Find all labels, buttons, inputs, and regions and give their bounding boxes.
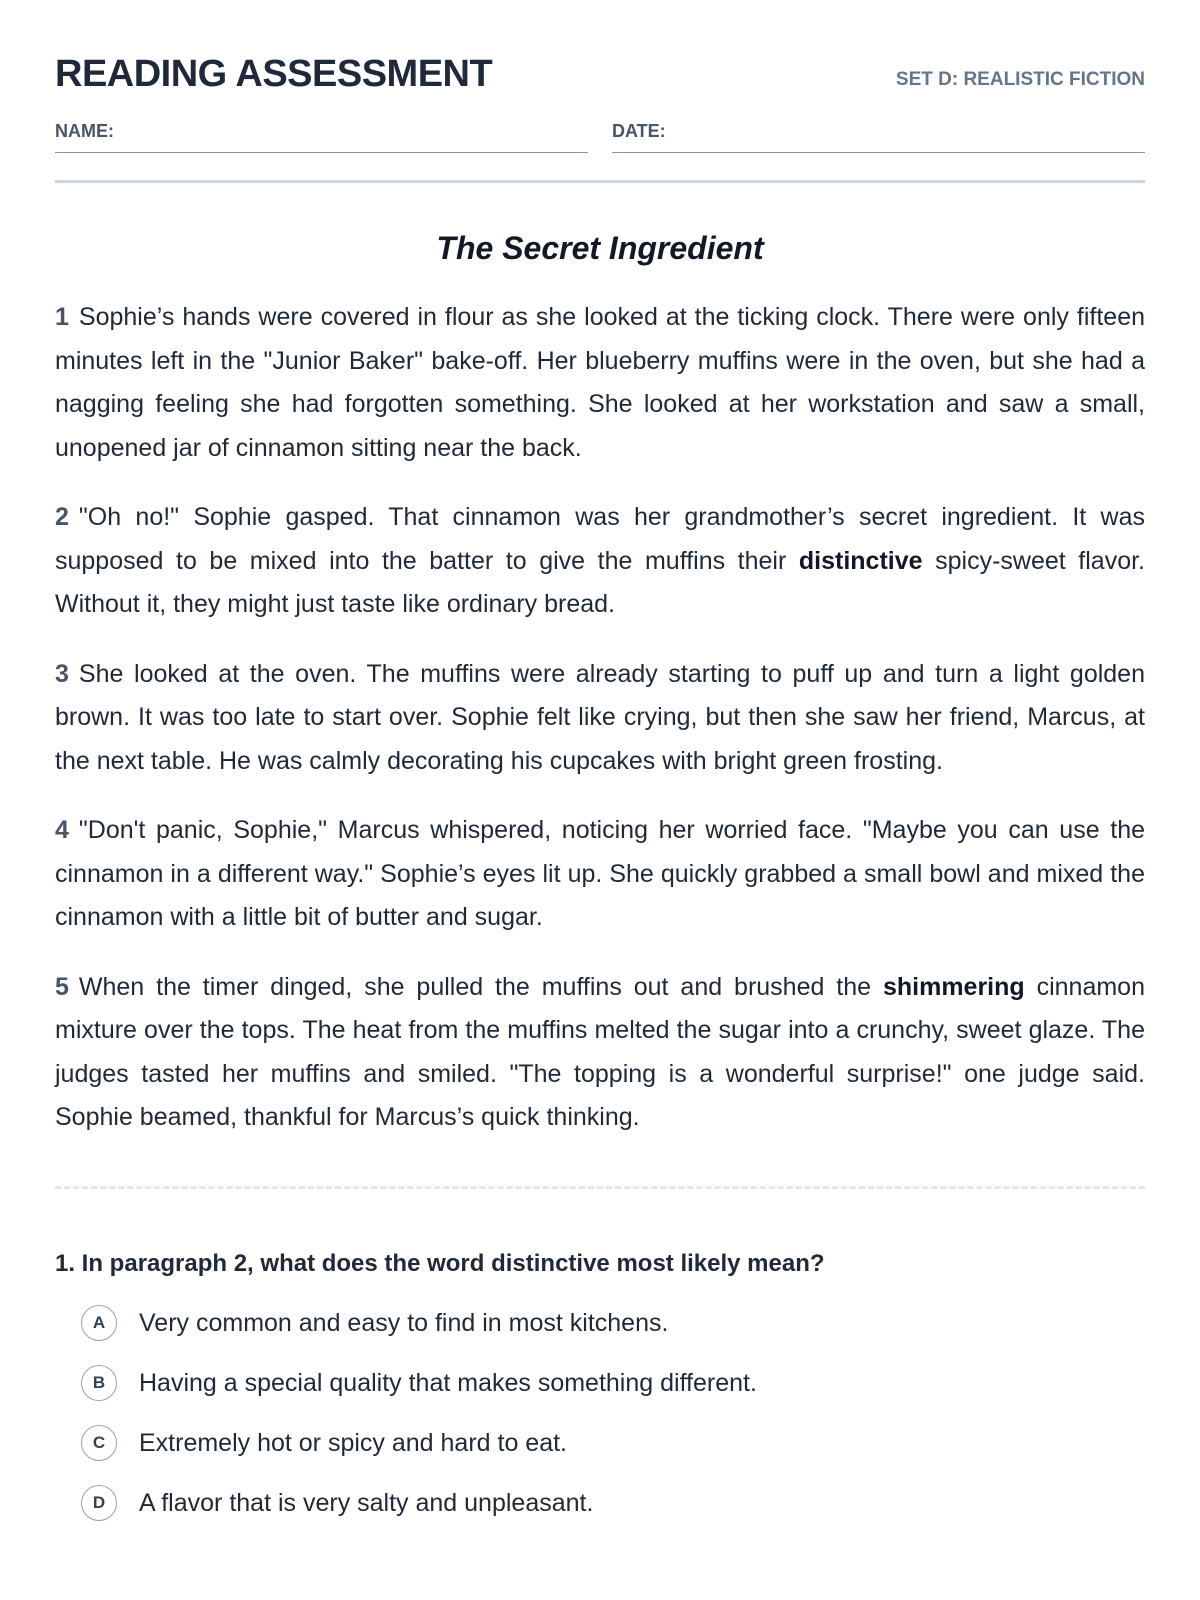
answer-options bbox=[55, 1303, 1145, 1523]
paragraph-number: 4 bbox=[55, 816, 69, 844]
section-divider bbox=[55, 1186, 1145, 1189]
set-label: SET D: REALISTIC FICTION bbox=[895, 69, 1145, 90]
paragraph-text bbox=[55, 503, 1145, 618]
name-label: NAME: bbox=[55, 121, 114, 141]
paragraph-number: 5 bbox=[55, 972, 69, 1001]
vocab-word: distinctive bbox=[798, 546, 923, 575]
text-segment: spicy-sweet flavor. Without it, they might just taste like ordinary bread. bbox=[55, 546, 1145, 618]
date-label: DATE: bbox=[612, 121, 666, 141]
text-segment: When the timer dinged, she pulled the muffins out and brushed the bbox=[78, 972, 883, 1001]
header-divider bbox=[55, 180, 1145, 183]
answer-option-c[interactable] bbox=[81, 1423, 1145, 1463]
paragraph-text bbox=[55, 816, 1145, 931]
answer-bubble[interactable]: B bbox=[81, 1365, 117, 1401]
question-stem bbox=[55, 1249, 1145, 1279]
answer-text: Extremely hot or spicy and hard to eat. bbox=[139, 1428, 567, 1457]
answer-text: Having a special quality that makes something different. bbox=[139, 1368, 757, 1397]
story-paragraph bbox=[55, 809, 1145, 940]
date-field[interactable] bbox=[612, 120, 1145, 153]
answer-option-d[interactable] bbox=[81, 1483, 1145, 1523]
text-segment: "Oh no!" Sophie gasped. That cinnamon was her grandmother’s secret ingredient. It was supposed to be mixed into the batter to give the muffins their bbox=[55, 503, 1145, 575]
story-paragraph bbox=[55, 966, 1145, 1140]
answer-bubble[interactable]: D bbox=[81, 1485, 117, 1521]
story-paragraph bbox=[55, 296, 1145, 470]
answer-bubble[interactable]: C bbox=[81, 1425, 117, 1461]
answer-text: Very common and easy to find in most kitchens. bbox=[139, 1308, 669, 1337]
paragraph-text bbox=[55, 973, 1145, 1132]
text-segment: "Don't panic, Sophie," Marcus whispered, noticing her worried face. "Maybe you can use the cinnamon in a different way." Sophie’s eyes lit up. She quickly grabbed a small bowl and mixed the cinnamon with a little bit of butter and sugar. bbox=[55, 816, 1145, 931]
paragraph-text bbox=[55, 660, 1145, 775]
paragraph-number: 2 bbox=[55, 503, 69, 531]
vocab-word: distinctive bbox=[491, 1249, 610, 1277]
story-paragraph bbox=[55, 496, 1145, 627]
answer-option-b[interactable] bbox=[81, 1363, 1145, 1403]
story-paragraph bbox=[55, 653, 1145, 784]
text-segment: Sophie’s hands were covered in flour as she looked at the ticking clock. There were only fifteen minutes left in the "Junior Baker" bake-off. Her blueberry muffins were in the oven, but she had a nagging feeling she had forgotten something. She looked at her workstation and saw a small, unopened jar of cinnamon sitting near the back. bbox=[55, 303, 1145, 462]
text-segment: most likely mean? bbox=[609, 1249, 825, 1277]
name-field[interactable] bbox=[55, 120, 588, 153]
page-title: READING ASSESSMENT bbox=[55, 53, 493, 95]
answer-bubble[interactable]: A bbox=[81, 1305, 117, 1341]
answer-text: A flavor that is very salty and unpleasant. bbox=[139, 1488, 594, 1517]
paragraph-text bbox=[55, 303, 1145, 462]
story-title: The Secret Ingredient bbox=[436, 230, 764, 266]
text-segment: 1. In paragraph 2, what does the word bbox=[55, 1249, 492, 1277]
vocab-word: shimmering bbox=[882, 972, 1025, 1001]
text-segment: cinnamon mixture over the tops. The heat from the muffins melted the sugar into a crunchy, sweet glaze. The judges tasted her muffins and smiled. "The topping is a wonderful surprise!" one judge said. Sophie beamed, thankful for Marcus’s quick thinking. bbox=[55, 972, 1145, 1131]
paragraph-number: 3 bbox=[55, 659, 69, 688]
answer-option-a[interactable] bbox=[81, 1303, 1145, 1343]
student-fields bbox=[55, 120, 1145, 153]
paragraph-number: 1 bbox=[55, 303, 69, 331]
worksheet-header bbox=[55, 0, 1145, 96]
story-passage bbox=[55, 296, 1145, 1140]
text-segment: She looked at the oven. The muffins were already starting to puff up and turn a light golden brown. It was too late to start over. Sophie felt like crying, but then she saw her friend, Marcus, at the next table. He was calmly decorating his cupcakes with bright green frosting. bbox=[55, 659, 1145, 775]
